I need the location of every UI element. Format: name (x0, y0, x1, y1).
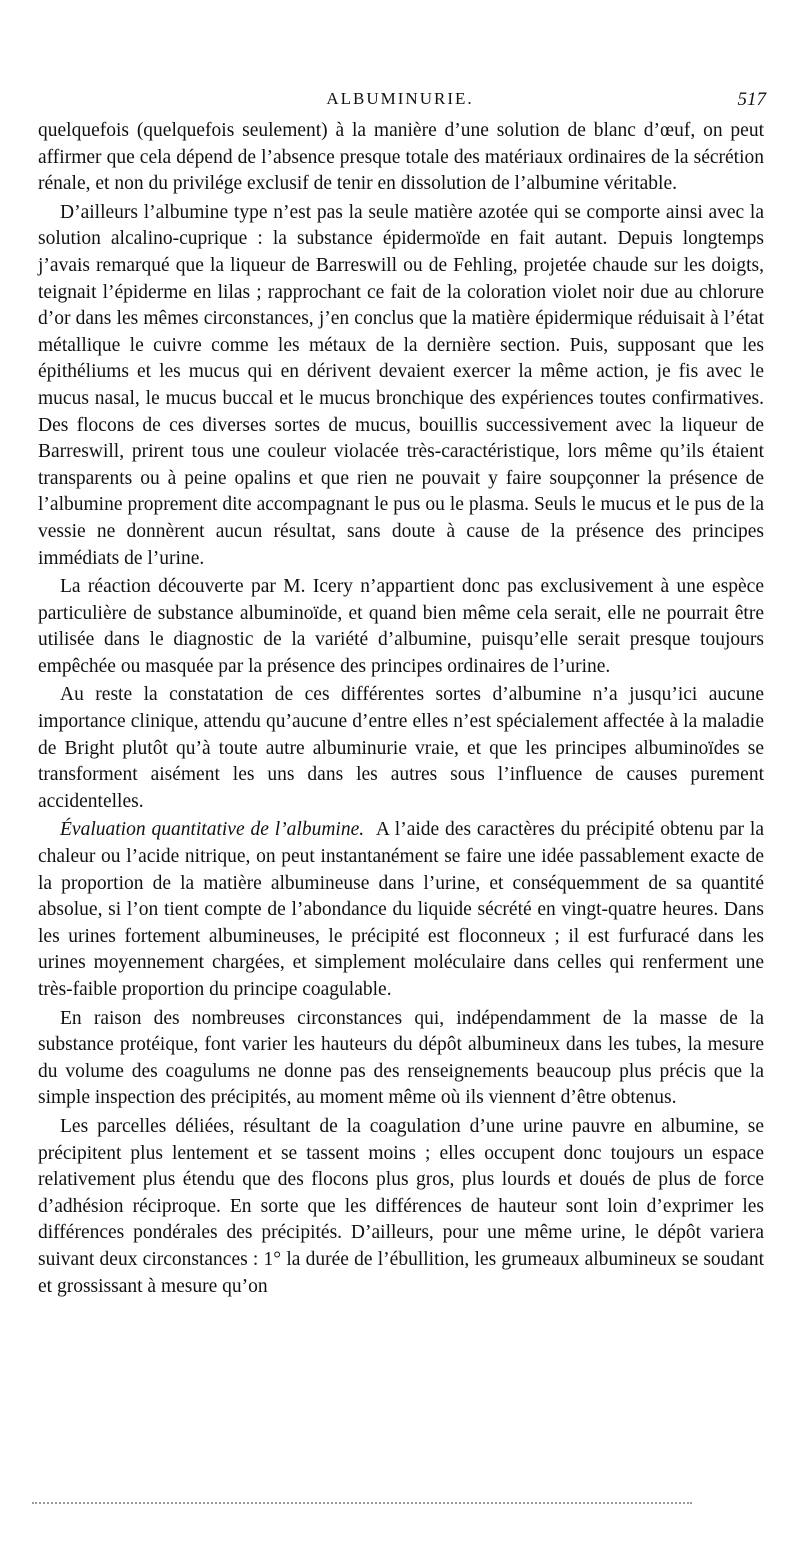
paragraph-deposit-height (38, 1006, 764, 1112)
paragraph-text: A l’aide des caractères du précipité obtenu par la chaleur ou l’acide nitrique, on peut instantanément se faire une idée passablement exacte de la proportion de la matière albumineuse dans l’urine, et conséquemment de sa quantité absolue, si l’on tient compte de l’abondance du liquide sécrété en vingt-quatre heures. Dans les urines fortement albumineuses, le précipité est floconneux ; il est furfuracé dans les urines moyennement chargées, et simplement moléculaire dans celles qui renferment une très-faible proportion du principe coagulable. (38, 819, 764, 1000)
footer-dotted-rule (32, 1502, 692, 1506)
section-heading: Évaluation quantitative de l’albumine. (60, 819, 365, 841)
paragraph-icery-reaction (38, 574, 764, 680)
running-title: ALBUMINURIE. (326, 89, 474, 108)
running-header (30, 89, 770, 113)
paragraph-text: Les parcelles déliées, résultant de la coagulation d’une urine pauvre en albumine, se précipitent plus lentement et se tassent moins ; elles occupent donc toujours un espace relativement plus étendu que des flocons plus gros, plus lourds et doués de plus de force d’adhésion réciproque. En sorte que les différences de hauteur sont loin d’exprimer les différences pondérales des précipités. D’ailleurs, pour une même urine, le dépôt variera suivant deux circonstances : 1° la durée de l’ébullition, les grumeaux albumineux se soudant et grossissant à mesure qu’on (38, 1115, 764, 1297)
body-text (38, 118, 764, 1300)
paragraph-continuation (38, 118, 764, 198)
paragraph-text: La réaction découverte par M. Icery n’appartient donc pas exclusivement à une espèce particulière de substance albuminoïde, et quand bien même cela serait, elle ne pourrait être utilisée dans le diagnostic de la variété d’albumine, puisqu’elle serait presque toujours empêchée ou masquée par la présence des principes ordinaires de l’urine. (38, 576, 764, 677)
paragraph-clinical-importance (38, 682, 764, 815)
paragraph-quantitative-evaluation (38, 817, 764, 1003)
paragraph-text: D’ailleurs l’albumine type n’est pas la seule matière azotée qui se comporte ainsi avec la solution alcalino-cuprique : la substance épidermoïde en fait autant. Depuis longtemps j’avais remarqué que la liqueur de Barreswill ou de Fehling, projetée chaude sur les doigts, teignait l’épiderme en lilas ; rapprochant ce fait de la coloration violet noir due au chlorure d’or dans les mêmes circonstances, j’en conclus que la matière épidermique réduisait à l’état métallique le cuivre comme les métaux de la dernière section. Puis, supposant que les épithéliums et les mucus qui en dérivent devaient exercer la même action, je fis avec le mucus nasal, le mucus buccal et le mucus bronchique des expériences toutes confirmatives. Des flocons de ces diverses sortes de mucus, bouillis successivement avec la liqueur de Barreswill, prirent tous une couleur violacée très-caractéristique, lors même qu’ils étaient transparents ou à peine opalins et que rien ne pouvait y faire soupçonner la présence de l’albumine proprement dite accompagnant le pus ou le plasma. Seuls le mucus et le pus de la vessie ne donnèrent aucun résultat, sans doute à cause de la présence des principes immédiats de l’urine. (38, 201, 764, 569)
paragraph-text: Au reste la constatation de ces différentes sortes d’albumine n’a jusqu’ici aucune importance clinique, attendu qu’aucune d’entre elles n’est spécialement affectée à la maladie de Bright plutôt qu’à toute autre albuminurie vraie, et que les principes albuminoïdes se transforment aisément les uns dans les autres sous l’influence de causes purement accidentelles. (38, 684, 764, 812)
paragraph-epidermis (38, 200, 764, 572)
paragraph-text: En raison des nombreuses circonstances qui, indépendamment de la masse de la substance protéique, font varier les hauteurs du dépôt albumineux dans les tubes, la mesure du volume des coagulums ne donne pas des renseignements beaucoup plus précis que la simple inspection des précipités, au moment même où ils viennent d’être obtenus. (38, 1007, 764, 1109)
paragraph-particles (38, 1114, 764, 1300)
paragraph-text: quelquefois (quelquefois seulement) à la manière d’une solution de blanc d’œuf, on peut affirmer que cela dépend de l’absence presque totale des matériaux ordinaires de la sécrétion rénale, et non du privilége exclusif de tenir en dissolution de l’albumine véritable. (38, 120, 764, 195)
page-number: 517 (737, 89, 766, 110)
